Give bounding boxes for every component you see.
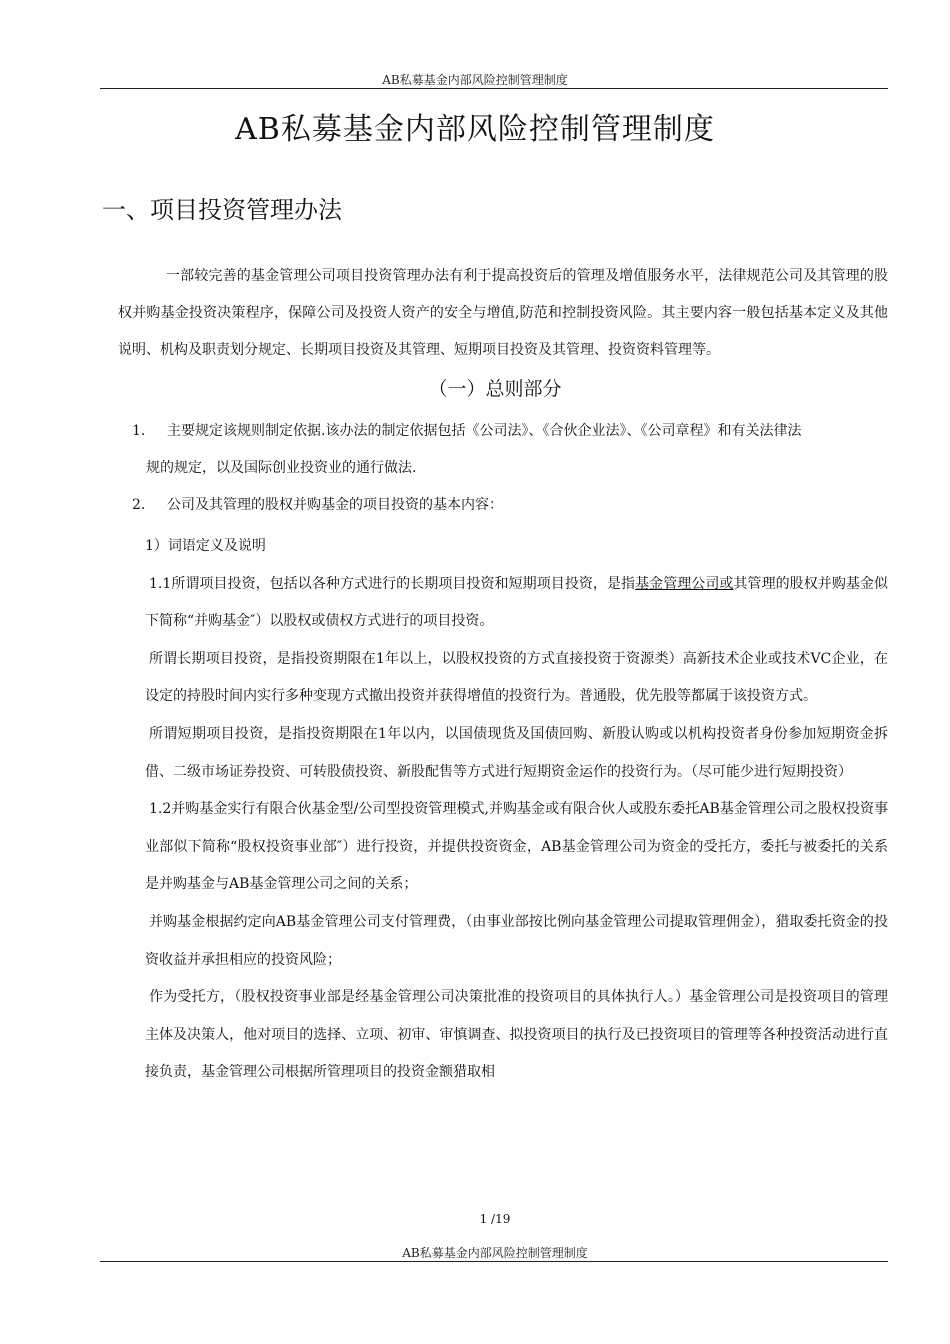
page-number: 1 /19 bbox=[479, 1212, 511, 1226]
list-item-text-wrap bbox=[146, 413, 888, 487]
list-item-continuation: 规的规定，以及国际创业投资业的通行做法. bbox=[146, 460, 417, 476]
list-item-number: 2. bbox=[132, 497, 146, 513]
list-item bbox=[132, 487, 888, 524]
list-item-text: 主要规定该规则制定依据.该办法的制定依据包括《公司法》、《合伙企业法》、《公司章程》和有关法律法 bbox=[167, 423, 802, 439]
page-footer-title: AB私募基金内部风险控制管理制度 bbox=[402, 1246, 588, 1260]
list-item-text: 公司及其管理的股权并购基金的项目投资的基本内容： bbox=[167, 497, 503, 513]
document-title: AB私募基金内部风险控制管理制度 bbox=[235, 112, 715, 147]
list-item bbox=[132, 413, 888, 487]
header-divider bbox=[100, 88, 888, 89]
paragraph-trustee: 作为受托方，（股权投资事业部是经基金管理公司决策批准的投资项目的具体执行人。）基金管理公司是投资项目的管理主体及决策人，他对项目的选择、立项、初审、审慎调查、拟投资项目的执行及已投资项目的管理等各种投资活动进行直接负责，基金管理公司根据所管理项目的投资金额猎取相 bbox=[145, 989, 888, 1081]
paragraph-short-term: 所谓短期项目投资，是指投资期限在1年以内，以国债现货及国债回购、新股认购或以机构投资者身份参加短期资金拆借、二级市场证券投资、可转股债投资、新股配售等方式进行短期资金运作的投资行为。（尽可能少进行短期投资） bbox=[145, 725, 888, 780]
intro-paragraph-block bbox=[118, 258, 888, 369]
list-item-number: 1. bbox=[132, 423, 146, 439]
page-header-title: AB私募基金内部风险控制管理制度 bbox=[382, 73, 568, 87]
paragraph-1-1 bbox=[145, 566, 888, 641]
paragraph-1-2: 1.2并购基金实行有限合伙基金型/公司型投资管理模式,并购基金或有限合伙人或股东委托AB基金管理公司之股权投资事业部似下简称“股权投资事业部″）进行投资，并提供投资资金，AB基金管理公司为资金的受托方，委托与被委托的关系是并购基金与AB基金管理公司之间的关系； bbox=[145, 801, 888, 893]
sub-item-heading: 1）词语定义及说明 bbox=[145, 538, 266, 554]
section-heading: 一、项目投资管理办法 bbox=[102, 196, 342, 224]
numbered-list bbox=[132, 413, 888, 524]
intro-paragraph: 一部较完善的基金管理公司项目投资管理办法有利于提高投资后的管理及增值服务水平，法律规范公司及其管理的股权并购基金投资决策程序，保障公司及投资人资产的安全与增值,防范和控制投资风险。其主要内容一般包括基本定义及其他说明、机构及职责划分规定、长期项目投资及其管理、短期项目投资及其管理、投资资料管理等。 bbox=[118, 268, 888, 358]
sub-heading-general: （一）总则部分 bbox=[428, 378, 562, 400]
paragraph-management-fee: 并购基金根据约定向AB基金管理公司支付管理费，（由事业部按比例向基金管理公司提取管理佣金），猎取委托资金的投资收益并承担相应的投资风险； bbox=[145, 913, 888, 968]
paragraph-1-1-text-a: 1.1所谓项目投资，包括以各种方式进行的长期项目投资和短期项目投资，是指 bbox=[149, 575, 636, 592]
underlined-text: 基金管理公司或 bbox=[635, 575, 734, 592]
paragraph-long-term: 所谓长期项目投资，是指投资期限在1年以上，以股权投资的方式直接投资于资源类）高新技术企业或技术VC企业，在设定的持股时间内实行多种变现方式撤出投资并获得增值的投资行为。普通股，优先股等都属于该投资方式。 bbox=[145, 650, 888, 705]
paragraph-1-1-text-b: 其管理的股权并购基金似下简称“并购基金″）以股权或债权方式进行的项目投资。 bbox=[145, 575, 889, 630]
footer-divider bbox=[100, 1261, 888, 1262]
definitions-body bbox=[145, 528, 888, 1092]
